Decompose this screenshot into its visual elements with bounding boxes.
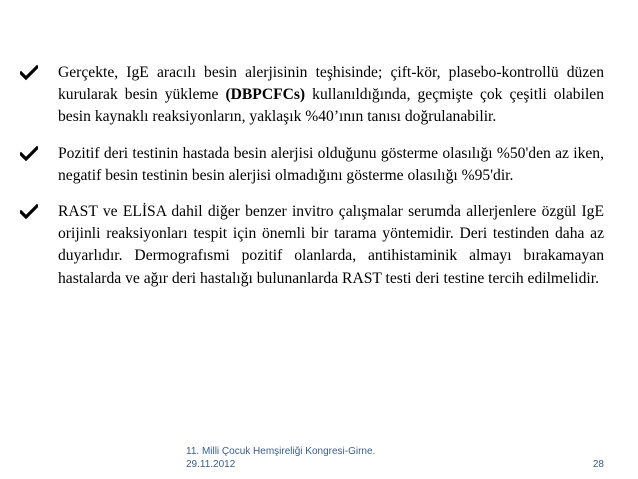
- bullet-1-text-after: kullanıldığında, geçmişte çok çeşitli olabilen besin kaynaklı reaksiyonların, yaklaşık %40’ının tanısı doğrulanabilir.: [58, 86, 604, 126]
- bullet-1-text-bold: (DBPCFCs): [225, 86, 306, 104]
- bullet-item-3: [18, 201, 604, 290]
- bullet-list: [18, 62, 604, 304]
- footer-conference: [186, 445, 375, 471]
- page-number: 28: [592, 459, 604, 470]
- bullet-3-text: RAST ve ELİSA dahil diğer benzer invitro çalışmalar serumda allerjenlere özgül IgE orijinli reaksiyonları tespit için önemli bir tarama yöntemidir. Deri testinden daha az duyarlıdır. Dermografısmi pozitif olanlarda, antihistaminik almayı bırakamayan hastalarda ve ağır deri hastalığı bulunanlarda RAST testi deri testine tercih edilmelidir.: [58, 203, 604, 287]
- bullet-2-text: Pozitif deri testinin hastada besin alerjisi olduğunu gösterme olasılığı %50'den az iken, negatif besin testinin besin alerjisi olmadığını gösterme olasılığı %95'dir.: [58, 144, 604, 184]
- bullet-item-1: [18, 62, 604, 129]
- bullet-1-text-before: Gerçekte, IgE aracılı besin alerjisinin teşhisinde; çift-kör, plasebo-kontrollü düzen kurularak besin yükleme: [58, 64, 604, 104]
- footer-line-2: 29.11.2012: [186, 459, 236, 470]
- check-arrow-icon: [20, 146, 38, 162]
- footer-line-1: 11. Milli Çocuk Hemşireliği Kongresi-Girne.: [186, 446, 376, 457]
- check-arrow-icon: [20, 204, 38, 220]
- bullet-item-2: [18, 143, 604, 187]
- check-arrow-icon: [20, 65, 38, 81]
